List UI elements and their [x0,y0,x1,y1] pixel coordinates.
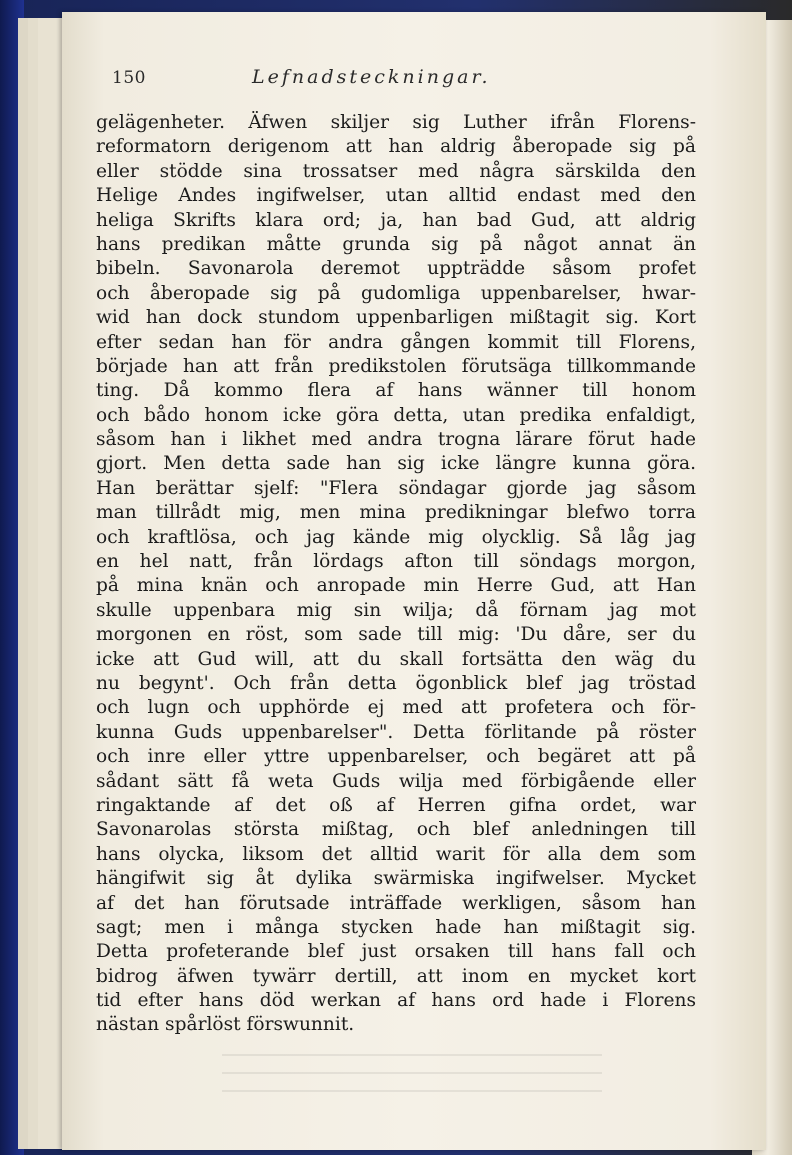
text-line: af det han förutsade inträffade werkligen, såsom han [96,892,696,914]
text-line: efter sedan han för andra gången kommit till Florens, [96,331,696,353]
text-line: kunna Guds uppenbarelser". Detta förlitande på röster [96,721,696,743]
show-through [222,1052,602,1092]
text-line: såsom han i likhet med andra trogna lärare förut hade [96,429,696,451]
text-line: Han berättar sjelf: "Flera söndagar gjorde jag såsom [96,477,696,499]
text-line: sådant sätt få weta Guds wilja med förbigående eller [96,770,696,792]
text-line: Savonarolas största mißtag, och blef anledningen till [96,819,696,841]
text-line: man tillrådt mig, men mina predikningar blefwo torra [96,502,696,524]
body-text [96,111,696,1038]
text-line: och inre eller yttre uppenbarelser, och begäret att på [96,746,696,768]
text-line: Helige Andes ingifwelser, utan alltid endast med den [96,185,696,207]
text-line: en hel natt, från lördags afton till söndags morgon, [96,551,696,573]
text-line: började han att från predikstolen förutsäga tillkommande [96,355,696,377]
page-number: 150 [112,68,146,88]
text-line: skulle uppenbara mig sin wilja; då förnam jag mot [96,599,696,621]
text-line: och bådo honom icke göra detta, utan predika enfaldigt, [96,404,696,426]
text-line: och åberopade sig på gudomliga uppenbarelser, hwar- [96,282,696,304]
text-line: hans olycka, liksom det alltid warit för alla dem som [96,843,696,865]
text-line: på mina knän och anropade min Herre Gud, att Han [96,575,696,597]
text-line: icke att Gud will, att du skall fortsätta den wäg du [96,648,696,670]
text-line: hängifwit sig åt dylika swärmiska ingifwelser. Mycket [96,868,696,890]
text-line: heliga Skrifts klara ord; ja, han bad Gud, att aldrig [96,209,696,231]
text-line: gelägenheter. Äfwen skiljer sig Luther ifrån Florens- [96,112,696,133]
text-line: gjort. Men detta sade han sig icke längre kunna göra. [96,453,696,475]
text-line: tid efter hans död werkan af hans ord hade i Florens [96,990,696,1012]
text-line: wid han dock stundom uppenbarligen mißtagit sig. Kort [96,307,696,329]
text-line: morgonen en röst, som sade till mig: 'Du dåre, ser du [96,624,696,646]
text-line: reformatorn derigenom att han aldrig åberopade sig på [96,136,696,158]
text-line: nu begynt'. Och från detta ögonblick blef jag tröstad [96,672,696,694]
text-line: eller stödde sina trossatser med några särskilda den [96,160,696,182]
text-line: ringaktande af det oß af Herren gifna ordet, war [96,794,696,816]
text-line: och lugn och upphörde ej med att profetera och för- [96,697,696,719]
page-header [112,64,592,96]
text-line: hans predikan måtte grunda sig på något annat än [96,233,696,255]
text-line: nästan spårlöst förswunnit. [96,1014,355,1036]
text-line: sagt; men i många stycken hade han mißtagit sig. [96,916,696,938]
text-line: ting. Då kommo flera af hans wänner till honom [96,380,696,402]
running-title: Lefnadsteckningar. [252,66,491,88]
text-line: bidrog äfwen tywärr dertill, att inom en mycket kort [96,965,696,987]
text-line: och kraftlösa, och jag kände mig olycklig. Så låg jag [96,526,696,548]
text-line: Detta profeterande blef just orsaken till hans fall och [96,941,696,963]
text-line: bibeln. Savonarola deremot uppträdde såsom profet [96,258,696,280]
